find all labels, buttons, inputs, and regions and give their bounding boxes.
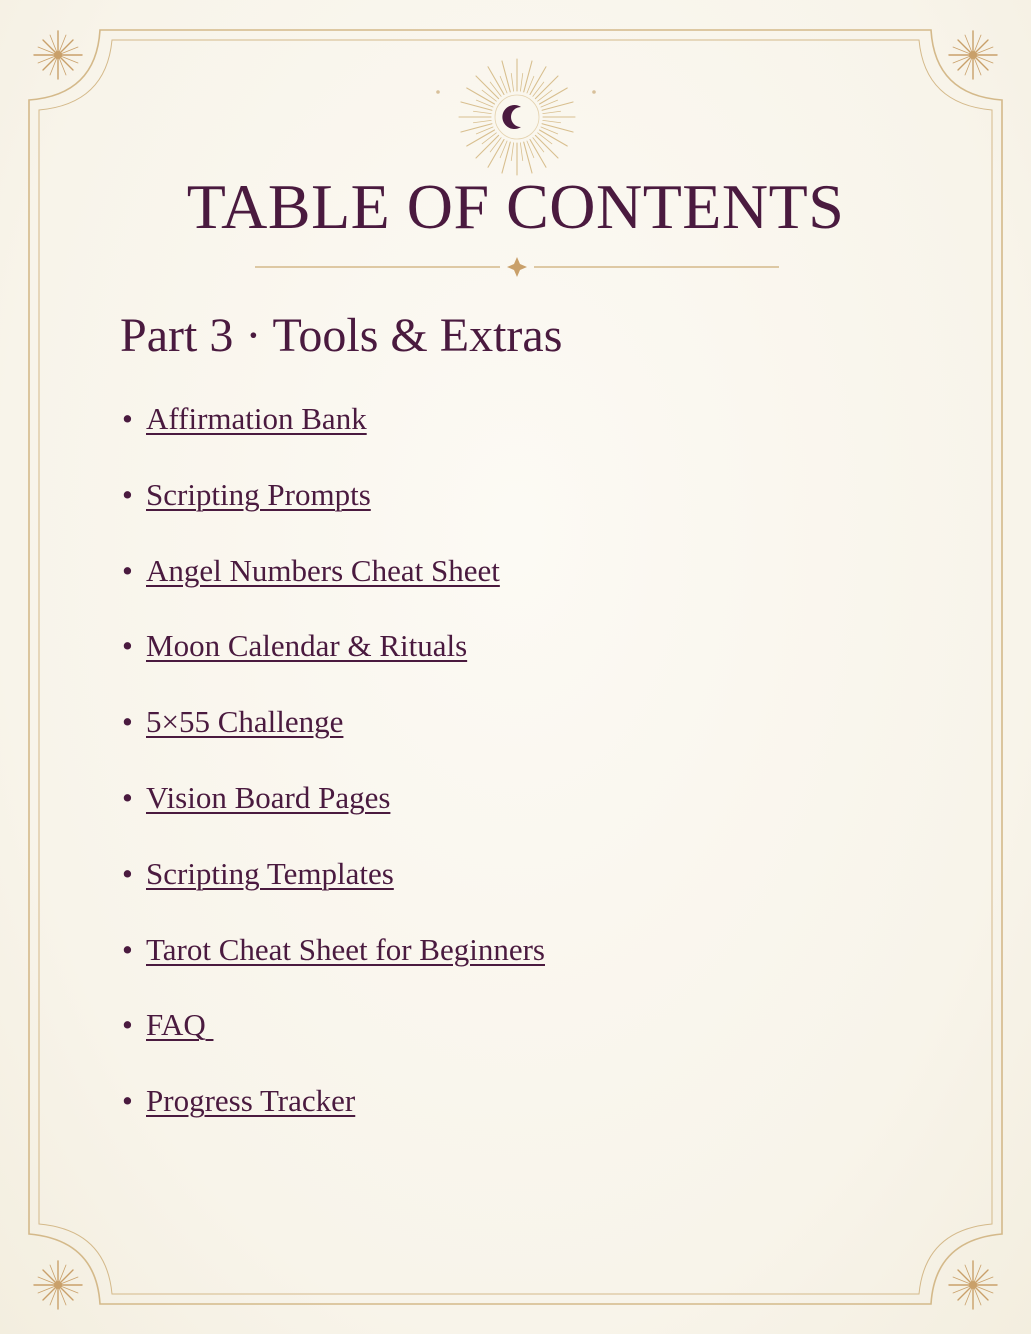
toc-link[interactable]: Vision Board Pages — [146, 779, 391, 815]
sun-ray — [502, 142, 510, 173]
sun-ray — [511, 73, 513, 91]
bullet-icon: • — [122, 779, 133, 815]
bullet-icon: • — [122, 401, 133, 436]
sun-ray — [473, 120, 491, 122]
toc-link[interactable]: Angel Numbers Cheat Sheet — [146, 552, 500, 588]
sun-ray — [511, 143, 513, 161]
sun-ray — [502, 61, 510, 92]
sun-ray — [520, 73, 522, 91]
sun-ray — [538, 133, 552, 144]
sun-ray — [542, 124, 573, 132]
page-title: TABLE OF CONTENTS — [186, 171, 845, 242]
starburst-icon — [949, 31, 997, 79]
bullet-icon: • — [122, 552, 133, 588]
toc-link[interactable]: Moon Calendar & Rituals — [146, 628, 468, 664]
toc-item — [120, 931, 545, 1007]
starburst-icon — [34, 31, 82, 79]
sun-ray — [461, 124, 492, 132]
toc-item — [120, 476, 545, 552]
toc-item — [120, 552, 545, 628]
part-heading: Part 3 · Tools & Extras — [120, 309, 563, 362]
bullet-icon: • — [122, 704, 133, 740]
sun-ray — [482, 133, 496, 144]
bullet-icon: • — [122, 628, 133, 664]
sun-ray — [524, 61, 532, 92]
sun-ray — [473, 111, 491, 113]
toc-link[interactable]: Progress Tracker — [146, 1083, 356, 1119]
sun-ray — [542, 102, 573, 110]
sun-ray — [461, 102, 492, 110]
sun-ray — [482, 90, 496, 101]
sun-ray — [543, 120, 561, 122]
sun-ray — [533, 138, 544, 152]
four-point-star-icon — [507, 257, 527, 277]
toc-item — [120, 779, 545, 855]
toc-link[interactable]: FAQ — [146, 1007, 214, 1043]
toc-list — [120, 400, 545, 1158]
toc-link[interactable]: 5×55 Challenge — [146, 704, 344, 740]
sun-ray — [533, 82, 544, 96]
bullet-icon: • — [122, 855, 133, 891]
bullet-icon: • — [122, 1007, 133, 1043]
toc-item — [120, 1082, 545, 1158]
sun-ray — [524, 142, 532, 173]
bullet-icon: • — [122, 1083, 133, 1119]
toc-item — [120, 400, 545, 476]
toc-item — [120, 703, 545, 779]
sun-ray — [538, 90, 552, 101]
sun-ray — [543, 111, 561, 113]
toc-item — [120, 627, 545, 703]
starburst-icon — [949, 1261, 997, 1309]
toc-link[interactable]: Tarot Cheat Sheet for Beginners — [146, 931, 545, 967]
sun-ray — [520, 143, 522, 161]
toc-link[interactable]: Scripting Prompts — [146, 476, 371, 512]
bullet-icon: • — [122, 931, 133, 967]
toc-link[interactable]: Scripting Templates — [146, 855, 394, 891]
toc-item — [120, 1006, 545, 1082]
toc-item — [120, 855, 545, 931]
starburst-icon — [34, 1261, 82, 1309]
title-divider — [255, 255, 779, 279]
sun-ray — [490, 138, 501, 152]
toc-link[interactable]: Affirmation Bank — [146, 401, 367, 436]
sun-ray — [490, 82, 501, 96]
bullet-icon: • — [122, 476, 133, 512]
sun-moon-icon — [455, 55, 579, 179]
